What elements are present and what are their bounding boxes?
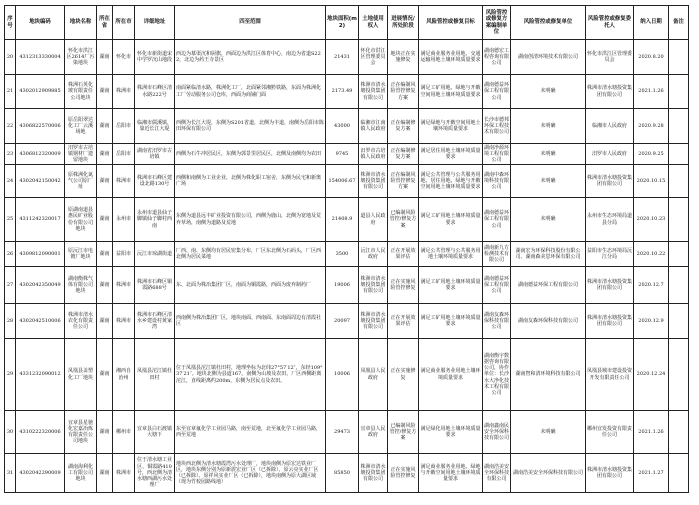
cell-site-code: 4310222320006: [16, 411, 65, 454]
cell-province: 湖南: [97, 75, 113, 109]
cell-client: 永州市生态环境局道县分局: [586, 198, 634, 242]
cell-progress: 正在开展效果评估: [388, 242, 419, 267]
cell-address: 永州市道县仙子脚镇仙子脚村西南: [135, 198, 175, 242]
cell-province: 湖南: [97, 40, 113, 75]
cell-land-user: 汨罗市古培镇人民政府: [359, 144, 388, 165]
table-row: [5, 267, 689, 304]
header-city: 所在市: [113, 6, 135, 40]
table-row: [5, 454, 689, 493]
cell-seq: 29: [5, 339, 16, 411]
cell-target: 满足商业服务业用地、交通运输用地土壤环境质量要求: [419, 40, 483, 75]
cell-site-name: 原湖南道县惠民矿业股份有限公司地块: [65, 198, 97, 242]
cell-client: 临湘市人民政府: [586, 109, 634, 144]
cell-client: 株洲市清水塘投资集团有限公司: [586, 454, 634, 493]
cell-seq: 23: [5, 144, 16, 165]
cell-land-user: 株洲市清水塘投资集团有限公司: [359, 75, 388, 109]
cell-land-user: 凤凰县人民政府: [359, 339, 388, 411]
cell-area: 2173.49: [326, 75, 359, 109]
cell-area: 19006: [326, 267, 359, 304]
cell-progress: 正在实施修复: [388, 339, 419, 411]
cell-date: 2021.1.26: [634, 411, 669, 454]
cell-date: 2020.10.22: [634, 242, 669, 267]
table-row: [5, 242, 689, 267]
cell-city: 岳阳市: [113, 144, 135, 165]
cell-land-user: 株洲市清水塘投资集团有限公司: [359, 304, 388, 339]
cell-site-code: 4311242320017: [16, 198, 65, 242]
cell-seq: 27: [5, 267, 16, 304]
cell-province: 湖南: [97, 198, 113, 242]
table-header-row: [5, 6, 689, 40]
cell-remark: [669, 109, 689, 144]
cell-date: 2020.12.9: [634, 304, 669, 339]
cell-plan-unit: 湖南中森环境科技有限公司: [483, 165, 511, 198]
cell-province: 湖南: [97, 267, 113, 304]
cell-progress: 正在实施风险管控修复: [388, 267, 419, 304]
cell-progress: 正在开展效果评估: [388, 304, 419, 339]
cell-site-name: 汨罗市古培镇钢材厂遗留地块: [65, 144, 97, 165]
cell-address: 临湘市儒溪镇，靠近长江大堤: [135, 109, 175, 144]
cell-plan-unit: 湖南衡宇数据咨询有限公司，协作单位：长沙水大净化技术工程有限公司: [483, 339, 511, 411]
cell-boundary: 西南侧为株冶集团厂区，地块南面、西南面、东南面周边有清霞社区: [175, 304, 326, 339]
cell-progress: 正在编制修复方案: [388, 109, 419, 144]
cell-province: 湖南: [97, 144, 113, 165]
table-row: [5, 40, 689, 75]
cell-date: 2020.10.15: [634, 165, 669, 198]
cell-plan-unit: 湖南德益环保工程有限公司: [483, 267, 511, 304]
cell-area: 20097: [326, 304, 359, 339]
cell-area: 9745: [326, 144, 359, 165]
cell-target: 满足公共管理与公共服务用地、居住用地、绿地与开敞空间用地土壤环境质量要求: [419, 165, 483, 198]
cell-address: 沅江市琼湖街道: [135, 242, 175, 267]
cell-boundary: 西侧为石牛冲居民区，东侧为郭景里居民区，北侧及南侧均为农田: [175, 144, 326, 165]
cell-area: 10006: [326, 339, 359, 411]
cell-site-name: 怀化市洪江区2614厂污染地块: [65, 40, 97, 75]
cell-site-code: 4312313330004: [16, 40, 65, 75]
cell-address: 株洲市石峰区建设北路130号: [135, 165, 175, 198]
cell-address: 宜章县白石渡镇大塘下: [135, 411, 175, 454]
cell-site-code: 4302042290009: [16, 454, 65, 493]
header-seq: 序号: [5, 6, 16, 40]
cell-date: 2020.9.25: [634, 144, 669, 165]
cell-site-code: 4309812090001: [16, 242, 65, 267]
cell-land-user: 株洲市清水塘投资集团有限公司: [359, 165, 388, 198]
header-progress: 进展情况/所处阶段: [388, 6, 419, 40]
cell-client: 汨罗市人民政府: [586, 144, 634, 165]
cell-remark: [669, 304, 689, 339]
cell-remediation-unit: 未明确: [511, 75, 586, 109]
cell-remediation-unit: 未明确: [511, 165, 586, 198]
cell-area: 154006.67: [326, 165, 359, 198]
cell-remark: [669, 339, 689, 411]
cell-land-user: 沅江市人民政府: [359, 242, 388, 267]
cell-target: 满足商业服务业用地、绿地与开敞空间用地土壤环境质量要求: [419, 454, 483, 493]
cell-target: 满足公共管理与公共服务用地土壤环境质量要求: [419, 242, 483, 267]
cell-plan-unit: 湖南友森环保科技有限公司: [483, 304, 511, 339]
cell-progress: 正在编制风险管控修复方案: [388, 165, 419, 198]
cell-area: 21408.9: [326, 198, 359, 242]
cell-remark: [669, 454, 689, 493]
cell-site-name: 宜章县星驰化宏嘉冶炼有限责任公司地块: [65, 411, 97, 454]
cell-boundary: 东、北面为株冶集团厂区，南面为铜霞路，西面为废弃制药厂: [175, 267, 326, 304]
cell-address: 湖南省汨罗市古培镇: [135, 144, 175, 165]
cell-city: 怀化市: [113, 40, 135, 75]
cell-target: 满足居住用地土壤环境质量要求: [419, 144, 483, 165]
header-date: 纳入日期: [634, 6, 669, 40]
cell-province: 湖南: [97, 411, 113, 454]
cell-land-user: 道县人民政府: [359, 198, 388, 242]
cell-remark: [669, 242, 689, 267]
cell-boundary: 西边为慕渠沉和厨旗，西面边为洪江区体育中心，南边为省道S222，北边为药王寺景区: [175, 40, 326, 75]
cell-address: 凤凰县沱江镇杜田村: [135, 339, 175, 411]
cell-date: 2021.1.26: [634, 75, 669, 109]
cell-province: 湖南: [97, 454, 113, 493]
header-remediation-unit: 风险管控或修复单位: [511, 6, 586, 40]
cell-plan-unit: 湖南新九方检测技术有限公司: [483, 242, 511, 267]
cell-target: 满足绿化用地土壤环境质量要求: [419, 411, 483, 454]
cell-date: 2020.12.7: [634, 267, 669, 304]
cell-site-name: 原沅江市电镀厂地块: [65, 242, 97, 267]
cell-date: 2020.10.23: [634, 198, 669, 242]
cell-site-code: 4302012909885: [16, 75, 65, 109]
cell-site-code: 4302042350049: [16, 267, 65, 304]
cell-province: 湖南: [97, 304, 113, 339]
contaminated-sites-table: [4, 5, 689, 493]
cell-site-code: 4331232090012: [16, 339, 65, 411]
cell-site-code: 4302042150042: [16, 165, 65, 198]
cell-remediation-unit: 未明确: [511, 144, 586, 165]
cell-land-user: 怀化市洪江区管理委员会: [359, 40, 388, 75]
table-row: [5, 198, 689, 242]
cell-client: 株洲市清水塘投资集团有限公司: [586, 304, 634, 339]
cell-site-name: 湖南海利化工有限公司地块: [65, 454, 97, 493]
header-site-name: 地块名称: [65, 6, 97, 40]
header-area: 地块面积(m2): [326, 6, 359, 40]
cell-client: 凤凰县城市建设投资开发有限责任公司: [586, 339, 634, 411]
table-row: [5, 339, 689, 411]
cell-remark: [669, 165, 689, 198]
cell-remark: [669, 198, 689, 242]
cell-area: 85850: [326, 454, 359, 493]
cell-plan-unit: 湖南鑫南民安全环保科技有限公司: [483, 411, 511, 454]
cell-site-name: 凤凰县盖塑化工厂地块: [65, 339, 97, 411]
cell-city: 株洲市: [113, 454, 135, 493]
cell-target: 满足商业服务业用地土壤环境质量要求: [419, 339, 483, 411]
cell-city: 岳阳市: [113, 109, 135, 144]
table-row: [5, 304, 689, 339]
cell-remediation-unit: 湖南智和清环境科技有限公司: [511, 339, 586, 411]
cell-plan-unit: 湖南浩美安全环保科技有限公司: [483, 454, 511, 493]
cell-remediation-unit: 湖南创清环境技术有限公司: [511, 40, 586, 75]
cell-client: 株洲市清水塘投资集团有限公司: [586, 267, 634, 304]
table-row: [5, 144, 689, 165]
table-row: [5, 109, 689, 144]
cell-boundary: 厂西、南、东侧均有居民密集分布，厂区东北侧为石码头，厂区西北侧为居民菜地: [175, 242, 326, 267]
cell-area: 43000: [326, 109, 359, 144]
cell-seq: 26: [5, 242, 16, 267]
cell-boundary: 南面紧临清水路，株洲化工厂，北面紧邻湘黔铁路，东面为株洲化工厂劳动服务公司仓库，西面为商铺门面: [175, 75, 326, 109]
cell-city: 株洲市: [113, 304, 135, 339]
cell-remediation-unit: 未明确: [511, 109, 586, 144]
cell-plan-unit: 长沙市德邦环保工程技术有限公司: [483, 109, 511, 144]
header-remark: 备注: [669, 6, 689, 40]
cell-remediation-unit: 湖南友森环保科技有限公司: [511, 304, 586, 339]
cell-seq: 25: [5, 198, 16, 242]
cell-site-name: 原株洲化氮气公司原厂址: [65, 165, 97, 198]
cell-progress: 地块正在实施修复: [388, 40, 419, 75]
cell-boundary: 西侧为长江大堤，东侧为S201省道，北侧为丰道，南侧为岳阳市陈田环保有限公司: [175, 109, 326, 144]
cell-plan-unit: 湖南德益环保工程有限公司: [483, 75, 511, 109]
cell-site-code: 4306822570006: [16, 109, 65, 144]
cell-remediation-unit: 湖南德益环保工程有限公司: [511, 267, 586, 304]
header-boundary: 四至范围: [175, 6, 326, 40]
cell-client: 怀化市洪江区管理委员会: [586, 40, 634, 75]
cell-address: 株洲市石峰区清水路222号: [135, 75, 175, 109]
cell-site-name: 株洲石英化玻有限责任公司地块: [65, 75, 97, 109]
cell-city: 株洲市: [113, 267, 135, 304]
cell-address: 株洲市石峰区清水乡建设村黄家湾: [135, 304, 175, 339]
header-land-user: 土地使用权人: [359, 6, 388, 40]
cell-land-user: 宜章县人民政府: [359, 411, 388, 454]
cell-boundary: 西侧和南侧为工业企业，北侧为株化职工宿舍，东侧为民宅和新奥广场: [175, 165, 326, 198]
cell-city: 郴州市: [113, 411, 135, 454]
cell-area: 3500: [326, 242, 359, 267]
cell-boundary: 东至宜章氟化学工业园马路，南至荒地，北至氟化学工业园马路，西至荒地: [175, 411, 326, 454]
cell-site-name: 株洲市清水农化有限责任公司: [65, 304, 97, 339]
header-address: 详细地址: [135, 6, 175, 40]
cell-remediation-unit: 未明确: [511, 198, 586, 242]
header-target: 风险管控或修复目标: [419, 6, 483, 40]
cell-city: 益阳市: [113, 242, 135, 267]
cell-seq: 31: [5, 454, 16, 493]
cell-client: 株洲市清水塘投资集团有限公司: [586, 165, 634, 198]
cell-province: 湖南: [97, 339, 113, 411]
cell-seq: 30: [5, 411, 16, 454]
cell-progress: 已编制风险管控/修复方案: [388, 411, 419, 454]
cell-city: 株洲市: [113, 75, 135, 109]
cell-city: 永州市: [113, 198, 135, 242]
cell-address: 怀化市新街道宋中学罗沉山地段: [135, 40, 175, 75]
cell-province: 湖南: [97, 165, 113, 198]
cell-target: 满足工矿用地土壤环境质量要求: [419, 267, 483, 304]
cell-city: 湘西自治州: [113, 339, 135, 411]
cell-seq: 22: [5, 109, 16, 144]
header-province: 所在省: [97, 6, 113, 40]
cell-seq: 24: [5, 165, 16, 198]
cell-boundary: 地块西北侧为清水塘霞湾污水处理厂，地块南侧为原宏达铁业厂区，地块东侧分别为原新震宏业厂区（已拆除）、原云亮实业厂区（已拆除）、原祥风实业厂区（已拆除），地块南侧为原大湖区域（现为竹校园路线地）: [175, 454, 326, 493]
cell-seq: 28: [5, 304, 16, 339]
cell-remark: [669, 75, 689, 109]
cell-address: 位于清水塘工业区，铜霞路410号，西北侧为清水塘西湖污水处理厂: [135, 454, 175, 493]
cell-boundary: 东侧为道县远丰矿业投资有限公司，西侧为鹿山，北侧为宽地及荒弃草场，南侧为道路及荒地: [175, 198, 326, 242]
cell-date: 2020.8.20: [634, 40, 669, 75]
cell-client: 株洲市清水塘投资集团有限公司: [586, 75, 634, 109]
header-site-code: 地块编码: [16, 6, 65, 40]
cell-site-code: 4306812320009: [16, 144, 65, 165]
cell-plan-unit: 湖南净源环境工程有限公司: [484, 144, 510, 164]
cell-progress: 已编制风险管控/修复方案: [388, 198, 419, 242]
cell-remark: [669, 267, 689, 304]
cell-plan-unit: 湖南德益环保工程有限公司: [483, 198, 511, 242]
cell-date: 2021.1.27: [634, 454, 669, 493]
cell-area: 21431: [326, 40, 359, 75]
cell-date: 2020.12.24: [634, 339, 669, 411]
cell-boundary: 位于凤凰县沱江镇杜田村，地理坐标为北纬27°57′12″，东经109°37′21″。地块北侧为县道167，南侧为山坡及农田，厂区西侧距离沱江，直线距离约200m，东侧为居民点及农田。: [175, 339, 326, 411]
cell-remark: [669, 411, 689, 454]
cell-province: 湖南: [97, 242, 113, 267]
cell-target: 满足工矿用地、绿地与开敞空间用地土壤环境质量要求: [419, 75, 483, 109]
cell-seq: 21: [5, 75, 16, 109]
cell-site-name: 原岳阳翠达化工厂云溪场地: [65, 109, 97, 144]
cell-progress: 正在实施风险管控修复: [388, 454, 419, 493]
cell-client: 郴州宜发投资有限责任公司: [586, 411, 634, 454]
cell-target: 满足工矿用地土壤环境质量要求: [419, 304, 483, 339]
cell-client: 益阳市生态环境局沅江分局: [586, 242, 634, 267]
cell-progress: 正在编制风险管控修复方案: [388, 75, 419, 109]
header-client: 风险管控或修复委托人: [586, 6, 634, 40]
cell-progress: 正在编制修复方案: [388, 144, 419, 165]
cell-remediation-unit: 湖南宏为环保科技股份有限公司、湖南森美思环保有限公司: [511, 242, 586, 267]
table-row: [5, 165, 689, 198]
cell-area: 29473: [326, 411, 359, 454]
table-row: [5, 411, 689, 454]
cell-plan-unit: 湖南德宏工程咨询有限公司: [483, 40, 511, 75]
cell-remark: [669, 144, 689, 165]
cell-remediation-unit: 湖南浩美安全环保科技有限公司: [511, 454, 586, 493]
cell-land-user: 株洲市清水塘投资集团有限公司: [359, 454, 388, 493]
cell-remark: [669, 40, 689, 75]
header-plan-unit: 风险管控或修复方案编制单位: [483, 6, 511, 40]
cell-target: 满足绿地与开敞空间用地土壤环境质量要求: [419, 109, 483, 144]
cell-province: 湖南: [97, 109, 113, 144]
cell-site-code: 4302042510006: [16, 304, 65, 339]
cell-seq: 20: [5, 40, 16, 75]
cell-land-user: 株洲市清水塘投资集团有限公司: [359, 267, 388, 304]
cell-land-user: 临湘市江南镇人民政府: [359, 109, 388, 144]
cell-date: 2020.9.28: [634, 109, 669, 144]
cell-city: 株洲市: [113, 165, 135, 198]
cell-remediation-unit: 未明确: [511, 411, 586, 454]
table-row: [5, 75, 689, 109]
cell-address: 株洲市石峰区铜霞路688号: [135, 267, 175, 304]
cell-site-name: 湖南衡株气体有限公司地块: [65, 267, 97, 304]
cell-target: 满足工矿用地土壤环境质量要求: [419, 198, 483, 242]
